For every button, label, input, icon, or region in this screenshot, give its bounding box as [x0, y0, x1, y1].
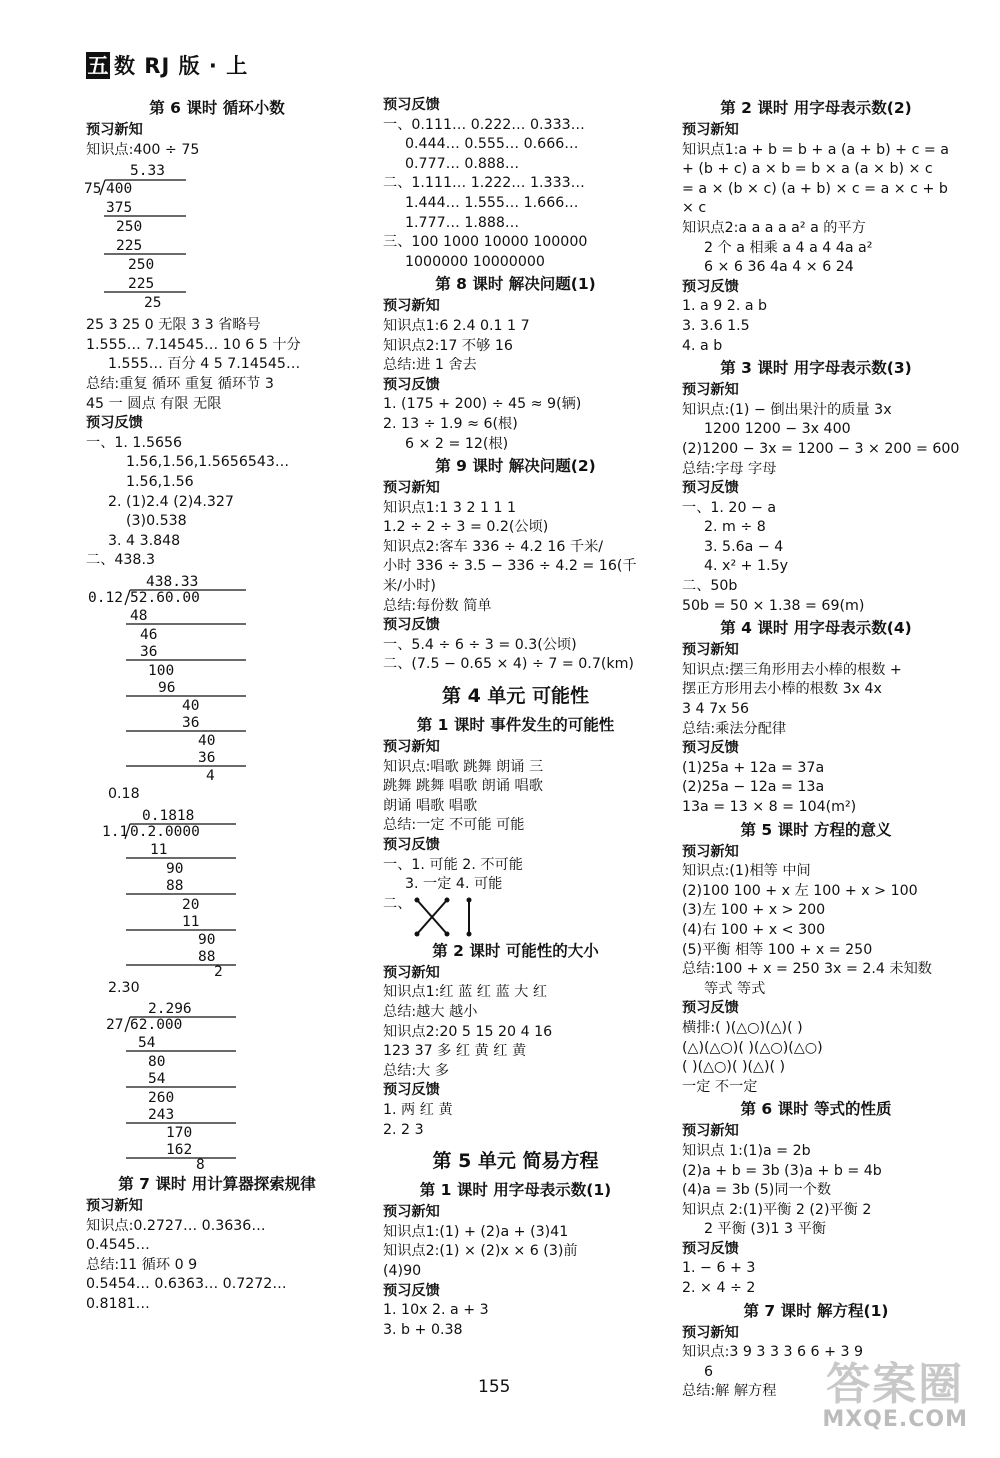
quotient: 5.33: [130, 163, 165, 180]
answer-line: 6 × 2 = 12(根): [405, 435, 509, 452]
division-step: 88: [166, 877, 184, 894]
answer-line: 总结:进 1 舍去: [383, 357, 477, 374]
section-heading: 预习反馈: [682, 480, 739, 497]
dividend: 400: [106, 181, 133, 198]
lesson-title: 第 4 课时 用字母表示数(4): [720, 619, 912, 638]
grade-badge: 五: [86, 52, 110, 79]
answer-line: 2 个 a 相乘 a 4 a 4 4a a²: [704, 239, 873, 256]
answer-line: 4. x² + 1.5y: [704, 558, 788, 575]
answer-line: 1.555… 7.14545… 10 6 5 十分: [86, 336, 301, 353]
quotient: 0.1818: [142, 807, 195, 824]
answer-line: 知识点:3 9 3 3 3 6 6 + 3 9: [682, 1344, 864, 1361]
long-division-3: [86, 806, 266, 980]
division-step: 80: [148, 1054, 166, 1071]
long-division-4: [86, 999, 266, 1174]
long-division-1: [86, 161, 266, 313]
quotient: 2.296: [148, 1001, 192, 1018]
section-heading: 预习新知: [682, 382, 739, 399]
lesson-title: 第 7 课时 用计算器探索规律: [118, 1175, 316, 1194]
answer-line: (4)90: [383, 1262, 422, 1279]
answer-line: 总结:每份数 简单: [383, 597, 492, 614]
answer-line: 总结:解 解方程: [682, 1383, 777, 1400]
answer-line: 一定 不一定: [682, 1078, 758, 1095]
answer-line: 1. − 6 + 3: [682, 1260, 756, 1277]
division-step: 375: [106, 200, 133, 217]
answer-line: 123 37 多 红 黄 红 黄: [383, 1043, 527, 1060]
answer-line: 0.777… 0.888…: [405, 155, 520, 172]
answer-line: 等式 等式: [704, 980, 766, 997]
answer-line: 50b = 50 × 1.38 = 69(m): [682, 597, 865, 614]
answer-line: 1200 1200 − 3x 400: [704, 421, 851, 438]
answer-line: 横排:( )(△○)(△)( ): [682, 1019, 803, 1036]
answer-line: 跳舞 跳舞 唱歌 朗诵 唱歌: [383, 778, 543, 795]
division-step: 25: [144, 295, 162, 312]
answer-line: 1. 两 红 黄: [383, 1101, 453, 1118]
answer-line: 1000000 10000000: [405, 253, 545, 270]
answer-line: 知识点2:a a a a a² a 的平方: [682, 219, 866, 236]
division-step: 54: [138, 1035, 156, 1052]
answer-line: 米/小时): [383, 578, 436, 595]
division-step: 36: [198, 749, 216, 766]
section-heading: 预习反馈: [383, 1282, 440, 1299]
division-step: 11: [182, 913, 200, 930]
dividend: 62.000: [130, 1017, 183, 1034]
answer-line: 知识点1:1 3 2 1 1 1: [383, 499, 517, 516]
answer-line: + (b + c) a × b = b × a (a × b) × c: [682, 161, 933, 178]
answer-line: (△)(△○)( )(△○)(△○): [682, 1039, 823, 1056]
answer-line: 总结:大 多: [383, 1062, 450, 1079]
division-step: 225: [128, 276, 155, 293]
column-1: [86, 96, 348, 1315]
answer-line: 小时 336 ÷ 3.5 − 336 ÷ 4.2 = 16(千: [383, 558, 637, 575]
division-step: 88: [198, 948, 216, 965]
answer-line: 知识点1:(1) + (2)a + (3)41: [383, 1223, 569, 1240]
section-heading: 预习反馈: [682, 1240, 739, 1257]
division-step: 54: [148, 1071, 166, 1088]
answer-line: (2)1200 − 3x = 1200 − 3 × 200 = 600: [682, 440, 960, 457]
division-step: 243: [148, 1107, 175, 1124]
lesson-title: 第 1 课时 事件发生的可能性: [416, 716, 615, 735]
answer-line: 1. 10x 2. a + 3: [383, 1302, 489, 1319]
division-step: 2: [214, 963, 223, 980]
section-heading: 预习新知: [383, 964, 440, 981]
unit-title: 第 5 单元 简易方程: [432, 1150, 599, 1173]
answer-line: 一、1. 1.5656: [86, 434, 183, 451]
answer-line: 1.56,1.56,1.5656543…: [126, 454, 290, 471]
answer-line: 总结:乘法分配律: [682, 720, 787, 737]
divisor: 75: [84, 181, 102, 198]
section-heading: 预习反馈: [383, 1082, 440, 1099]
answer-line: 二、(7.5 − 0.65 × 4) ÷ 7 = 0.7(km): [383, 656, 634, 673]
division-step: 90: [198, 931, 216, 948]
answer-line: 知识点:(1) − 倒出果汁的质量 3x: [682, 401, 892, 418]
division-step: 36: [182, 714, 200, 731]
column-3: [682, 96, 960, 1402]
answer-line: 1.56,1.56: [126, 473, 194, 490]
answer-line: 2. (1)2.4 (2)4.327: [108, 493, 234, 510]
answer-line: 一、1. 20 − a: [682, 499, 777, 516]
section-heading: 预习新知: [682, 1324, 739, 1341]
division-step: 260: [148, 1090, 175, 1107]
answer-line: 知识点:(1)相等 中间: [682, 863, 811, 880]
section-heading: 预习新知: [682, 122, 739, 138]
lesson-title: 第 3 课时 用字母表示数(3): [720, 359, 912, 378]
answer-line: 知识点:唱歌 跳舞 朗诵 三: [383, 758, 544, 775]
answer-line: 2. m ÷ 8: [704, 519, 766, 536]
division-step: 40: [198, 732, 216, 749]
answer-line: 1. a 9 2. a b: [682, 298, 768, 315]
answer-line: (2)25a − 12a = 13a: [682, 779, 825, 796]
answer-line: (2)100 100 + x 左 100 + x > 100: [682, 882, 918, 899]
answer-line: 3. 3.6 1.5: [682, 317, 750, 334]
section-heading: 预习新知: [86, 1198, 143, 1215]
answer-line: 2. 13 ÷ 1.9 ≈ 6(根): [383, 415, 518, 432]
answer-line: 知识点:400 ÷ 75: [86, 141, 200, 158]
section-heading: 预习反馈: [383, 617, 440, 634]
answer-line: ( )(△○)( )(△)( ): [682, 1059, 786, 1076]
answer-line: 45 一 圆点 有限 无限: [86, 395, 222, 412]
answer-line: 总结:字母 字母: [682, 460, 777, 477]
answer-line: 知识点2:(1) × (2)x × 6 (3)前: [383, 1243, 578, 1260]
section-heading: 预习新知: [86, 122, 143, 138]
section-heading: 预习新知: [383, 739, 440, 756]
section-heading: 预习新知: [682, 642, 739, 659]
division-step: 20: [182, 896, 200, 913]
answer-line: 知识点2:客车 336 ÷ 4.2 16 千米/: [383, 538, 604, 555]
answer-line: 二、438.3: [86, 552, 155, 569]
answer-line: (3)0.538: [126, 513, 187, 530]
division-step: 11: [150, 841, 168, 858]
watermark-url: MXQE.COM: [822, 1407, 968, 1432]
answer-line: 13a = 13 × 8 = 104(m²): [682, 799, 857, 815]
answer-line: 1. (175 + 200) ÷ 45 ≈ 9(辆): [383, 396, 582, 413]
division-step: 36: [140, 643, 158, 660]
dividend: 0.2.0000: [130, 823, 200, 840]
section-heading: 预习反馈: [383, 376, 440, 393]
division-step: 96: [158, 679, 176, 696]
answer-line: (4)a = 3b (5)同一个数: [682, 1182, 832, 1199]
page-number: 155: [478, 1377, 511, 1397]
answer-line: 总结:一定 不可能 可能: [383, 817, 525, 834]
section-heading: 预习新知: [383, 480, 440, 497]
column-2: [383, 96, 648, 1340]
section-heading: 预习反馈: [682, 740, 739, 757]
answer-line: (4)右 100 + x < 300: [682, 921, 826, 938]
answer-line: 总结:100 + x = 250 3x = 2.4 未知数: [682, 961, 932, 978]
matching-diagram: [411, 897, 481, 937]
answer-line: 3. 5.6a − 4: [704, 538, 784, 555]
answer-line: 0.18: [108, 785, 140, 802]
section-heading: 预习新知: [383, 298, 440, 315]
quotient: 438.33: [146, 573, 199, 590]
answer-line: 1.444… 1.555… 1.666…: [405, 194, 579, 211]
lesson-title: 第 2 课时 可能性的大小: [432, 941, 599, 960]
answer-line: 2.30: [108, 979, 140, 996]
answer-line: 知识点 2:(1)平衡 2 (2)平衡 2: [682, 1201, 872, 1218]
section-heading: 预习反馈: [682, 278, 739, 295]
lesson-title: 第 6 课时 等式的性质: [740, 1100, 892, 1119]
answer-line: 一、5.4 ÷ 6 ÷ 3 = 0.3(公顷): [383, 636, 577, 653]
answer-line: 3. 4 3.848: [108, 532, 181, 549]
answer-line: 朗诵 唱歌 唱歌: [383, 797, 478, 814]
divisor: 1.1: [102, 823, 129, 840]
section-heading: 预习新知: [682, 843, 739, 860]
answer-line: 总结:11 循环 0 9: [86, 1256, 198, 1273]
book-title: 数 RJ 版 · 上: [114, 54, 249, 78]
division-step: 40: [182, 697, 200, 714]
division-step: 162: [166, 1142, 193, 1159]
division-step: 100: [148, 662, 175, 679]
lesson-title: 第 7 课时 解方程(1): [743, 1301, 889, 1320]
section-heading: 预习反馈: [86, 415, 143, 432]
section-heading: 预习新知: [383, 1204, 440, 1221]
answer-line: 知识点 1:(1)a = 2b: [682, 1142, 811, 1159]
answer-line: 1.777… 1.888…: [405, 214, 520, 231]
lesson-title: 第 5 课时 方程的意义: [740, 820, 892, 839]
unit-title: 第 4 单元 可能性: [441, 685, 590, 708]
answer-line: 3. b + 0.38: [383, 1321, 463, 1338]
answer-line: 知识点1:红 蓝 红 蓝 大 红: [383, 984, 548, 1001]
answer-line: 0.5454… 0.6363… 0.7272…: [86, 1276, 287, 1293]
division-step: 225: [116, 238, 143, 255]
division-step: 4: [206, 767, 215, 784]
answer-line: (2)a + b = 3b (3)a + b = 4b: [682, 1162, 882, 1179]
answer-line: 6 × 6 36 4a 4 × 6 24: [704, 259, 854, 276]
section-heading: 预习反馈: [383, 97, 440, 113]
answer-line: 0.4545…: [86, 1237, 150, 1254]
division-step: 8: [196, 1157, 205, 1174]
answer-line: 知识点1:a + b = b + a (a + b) + c = a: [682, 141, 949, 158]
lesson-title: 第 1 课时 用字母表示数(1): [419, 1181, 612, 1200]
page-header: [86, 50, 248, 80]
answer-line: 知识点2:17 不够 16: [383, 337, 513, 354]
answer-line: 0.444… 0.555… 0.666…: [405, 136, 579, 153]
answer-line: 摆正方形用去小棒的根数 3x 4x: [682, 681, 882, 698]
answer-line: = a × (b × c) (a + b) × c = a × c + b: [682, 180, 948, 197]
answer-line: 1.555… 百分 4 5 7.14545…: [108, 356, 301, 373]
answer-line: 一、1. 可能 2. 不可能: [383, 856, 523, 873]
answer-line: 2 平衡 (3)1 3 平衡: [704, 1221, 826, 1238]
answer-line: 3. 一定 4. 可能: [405, 876, 503, 893]
watermark-logo: 答案圈: [826, 1359, 965, 1410]
answer-line: 1.2 ÷ 2 ÷ 3 = 0.2(公顷): [383, 519, 549, 536]
answer-line: 二、: [383, 895, 412, 912]
answer-line: 2. × 4 ÷ 2: [682, 1280, 756, 1297]
answer-line: (1)25a + 12a = 37a: [682, 759, 825, 776]
answer-line: 知识点2:20 5 15 20 4 16: [383, 1023, 553, 1040]
lesson-title: 第 6 课时 循环小数: [149, 99, 285, 117]
division-step: 46: [140, 626, 158, 643]
answer-line: (5)平衡 相等 100 + x = 250: [682, 941, 873, 958]
answer-line: 知识点:摆三角形用去小棒的根数 +: [682, 661, 902, 678]
answer-line: 3 4 7x 56: [682, 701, 750, 718]
lesson-title: 第 2 课时 用字母表示数(2): [720, 99, 912, 117]
division-step: 170: [166, 1125, 193, 1142]
answer-line: 知识点1:6 2.4 0.1 1 7: [383, 317, 530, 334]
division-step: 48: [130, 607, 148, 624]
section-heading: 预习新知: [682, 1123, 739, 1140]
divisor: 27: [106, 1017, 124, 1034]
division-step: 250: [116, 219, 143, 236]
lesson-title: 第 9 课时 解决问题(2): [435, 457, 596, 476]
lesson-title: 第 8 课时 解决问题(1): [435, 275, 596, 294]
long-division-2: [86, 572, 266, 782]
division-step: 90: [166, 860, 184, 877]
answer-line: 一、0.111… 0.222… 0.333…: [383, 116, 585, 133]
answer-line: 二、50b: [682, 578, 738, 595]
answer-line: 2. 2 3: [383, 1121, 424, 1138]
answer-line: 总结:重复 循环 重复 循环节 3: [86, 375, 274, 392]
answer-line: 三、100 1000 10000 100000: [383, 234, 588, 251]
answer-line: 0.8181…: [86, 1296, 150, 1313]
answer-line: 二、1.111… 1.222… 1.333…: [383, 175, 585, 192]
divisor: 0.12: [88, 589, 123, 606]
division-step: 250: [128, 257, 155, 274]
answer-line: 25 3 25 0 无限 3 3 省略号: [86, 317, 261, 334]
answer-line: 4. a b: [682, 337, 723, 354]
watermark: [822, 1359, 968, 1432]
section-heading: 预习反馈: [682, 1000, 739, 1017]
dividend: 52.60.00: [130, 589, 200, 606]
answer-line: 知识点:0.2727… 0.3636…: [86, 1217, 266, 1234]
answer-line: 6: [704, 1363, 714, 1380]
section-heading: 预习反馈: [383, 837, 440, 853]
answer-line: × c: [682, 200, 707, 217]
answer-line: (3)左 100 + x > 200: [682, 902, 826, 919]
answer-line: 总结:越大 越小: [383, 1003, 478, 1020]
